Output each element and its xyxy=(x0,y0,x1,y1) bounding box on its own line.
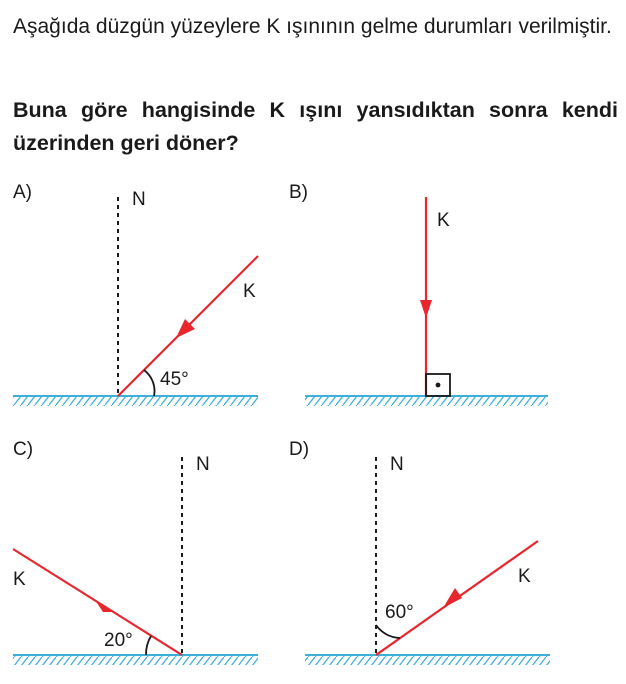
option-c-angle-arc xyxy=(146,636,151,655)
option-a-normal-label: N xyxy=(132,189,146,210)
option-d-arrow-icon xyxy=(443,588,462,608)
option-c-normal-label: N xyxy=(196,454,210,475)
option-d-surface xyxy=(305,655,550,665)
option-d-angle-label: 60° xyxy=(385,602,414,623)
option-b[interactable] xyxy=(289,182,548,406)
option-b-arrow-icon xyxy=(420,300,432,318)
option-a-ray-label: K xyxy=(243,281,256,302)
option-d-ray-label: K xyxy=(518,566,531,587)
option-d[interactable] xyxy=(289,439,550,665)
option-d-angle-arc xyxy=(376,625,400,638)
question-prompt: Buna göre hangisinde K ışını yansıdıktan sonra kendi üzerinden geri döner? xyxy=(13,98,618,155)
option-b-surface xyxy=(305,396,548,406)
option-c-angle-label: 20° xyxy=(104,630,133,651)
option-b-right-angle-dot-icon xyxy=(436,383,441,388)
option-a-angle-label: 45° xyxy=(160,369,189,390)
option-c[interactable] xyxy=(13,439,258,665)
option-b-letter: B) xyxy=(289,182,308,203)
option-d-normal-label: N xyxy=(390,454,404,475)
option-c-surface xyxy=(13,655,258,665)
option-a-letter: A) xyxy=(13,182,32,203)
option-c-letter: C) xyxy=(13,439,34,460)
option-a-angle-arc xyxy=(144,370,155,396)
option-c-ray-label: K xyxy=(13,569,26,590)
option-a[interactable] xyxy=(13,182,258,406)
question-intro: Aşağıda düzgün yüzeylere K ışınının gelme durumları verilmiştir. xyxy=(13,15,612,38)
option-b-ray-label: K xyxy=(437,210,450,231)
option-d-letter: D) xyxy=(289,439,310,460)
option-a-surface xyxy=(13,396,258,406)
